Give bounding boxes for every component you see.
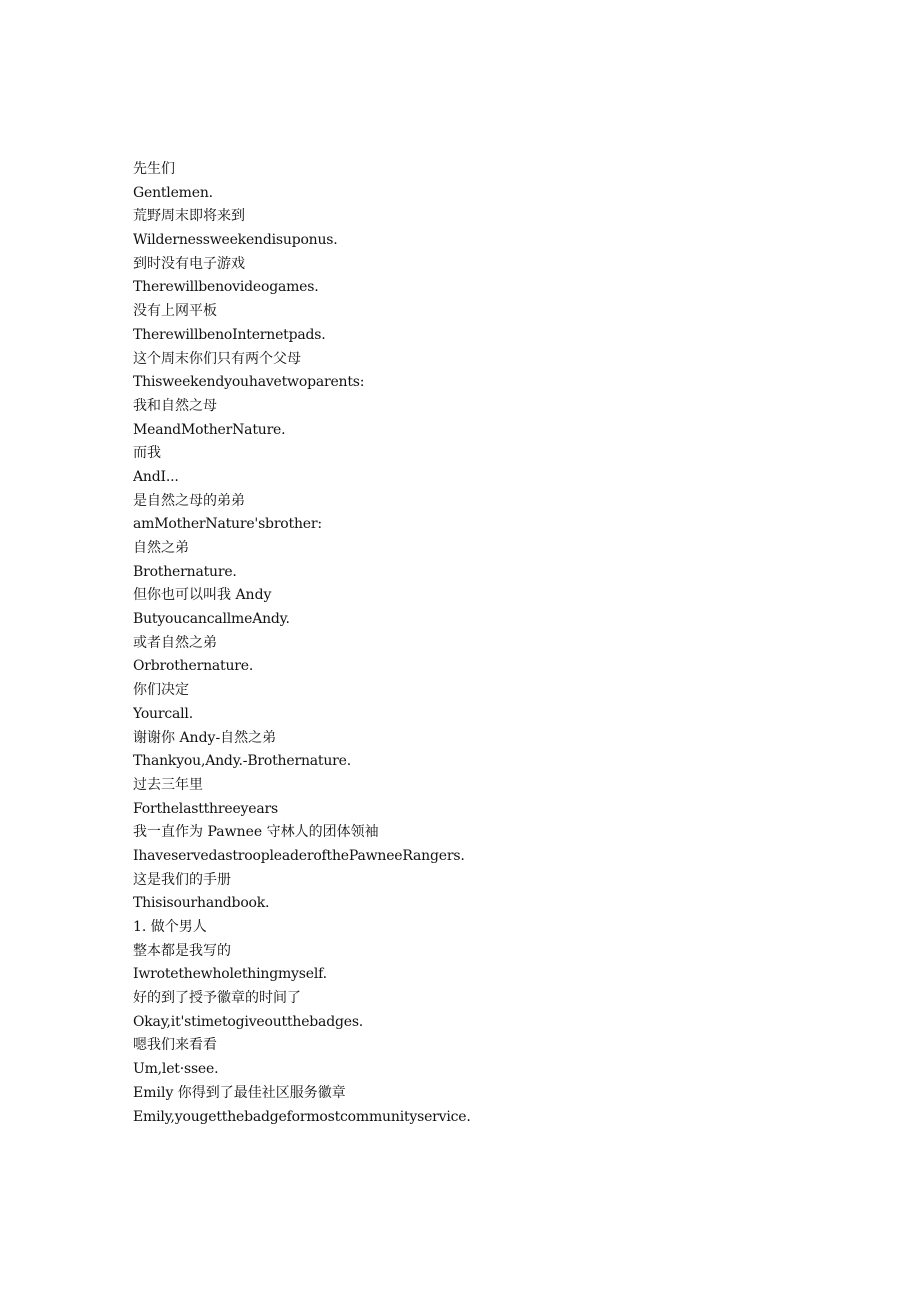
chinese-line: 我和自然之母 bbox=[133, 397, 217, 414]
english-line: Gentlemen. bbox=[133, 184, 213, 201]
english-line: Therewillbenovideogames. bbox=[133, 279, 319, 296]
chinese-line: 过去三年里 bbox=[133, 776, 203, 793]
english-line: Thisweekendyouhavetwoparents: bbox=[133, 374, 365, 391]
chinese-line: 到时没有电子游戏 bbox=[133, 255, 245, 272]
english-line: ButyoucancallmeAndy. bbox=[133, 611, 290, 628]
chinese-line: 自然之弟 bbox=[133, 540, 189, 556]
chinese-line: 整本都是我写的 bbox=[133, 942, 231, 959]
english-line: Orbrothernature. bbox=[133, 658, 254, 675]
chinese-line: 谢谢你 Andy-自然之弟 bbox=[133, 729, 277, 746]
document-body bbox=[133, 158, 853, 1129]
english-line: IhaveservedastroopleaderofthePawneeRangers. bbox=[133, 847, 465, 864]
english-line: AndI... bbox=[133, 468, 179, 485]
english-line: Thankyou,Andy.-Brothernature. bbox=[133, 753, 351, 770]
chinese-line: 荒野周末即将来到 bbox=[133, 208, 245, 225]
english-line: Iwrotethewholethingmyself. bbox=[133, 966, 327, 983]
english-line: Wildernessweekendisuponus. bbox=[133, 232, 338, 249]
chinese-line: 先生们 bbox=[133, 161, 175, 177]
english-line: TherewillbenoInternetpads. bbox=[133, 326, 326, 343]
chinese-line: 1. 做个男人 bbox=[133, 919, 207, 935]
chinese-line: 你们决定 bbox=[133, 682, 189, 699]
chinese-line: 但你也可以叫我 Andy bbox=[133, 587, 272, 604]
chinese-line: 我一直作为 Pawnee 守林人的团体领袖 bbox=[133, 824, 379, 841]
chinese-line: 这是我们的手册 bbox=[133, 871, 231, 888]
chinese-line: 或者自然之弟 bbox=[133, 634, 217, 651]
chinese-line: 是自然之母的弟弟 bbox=[133, 492, 245, 509]
english-line: Um,let·ssee. bbox=[133, 1061, 219, 1078]
chinese-line: 好的到了授予徽章的时间了 bbox=[133, 990, 301, 1007]
chinese-line: 嗯我们来看看 bbox=[133, 1037, 217, 1054]
chinese-line: Emily 你得到了最佳社区服务徽章 bbox=[133, 1084, 346, 1101]
english-line: Brothernature. bbox=[133, 563, 237, 580]
english-line: Yourcall. bbox=[133, 705, 193, 722]
chinese-line: 这个周末你们只有两个父母 bbox=[133, 350, 301, 367]
english-line: Okay,it'stimetogiveoutthebadges. bbox=[133, 1013, 364, 1030]
english-line: Thisisourhandbook. bbox=[133, 895, 270, 912]
english-line: MeandMotherNature. bbox=[133, 421, 286, 438]
chinese-line: 没有上网平板 bbox=[133, 303, 217, 320]
english-line: Emily,yougetthebadgeformostcommunityservice. bbox=[133, 1108, 471, 1125]
english-line: amMotherNature'sbrother: bbox=[133, 516, 322, 533]
english-line: Forthelastthreeyears bbox=[133, 800, 278, 817]
chinese-line: 而我 bbox=[133, 445, 161, 462]
